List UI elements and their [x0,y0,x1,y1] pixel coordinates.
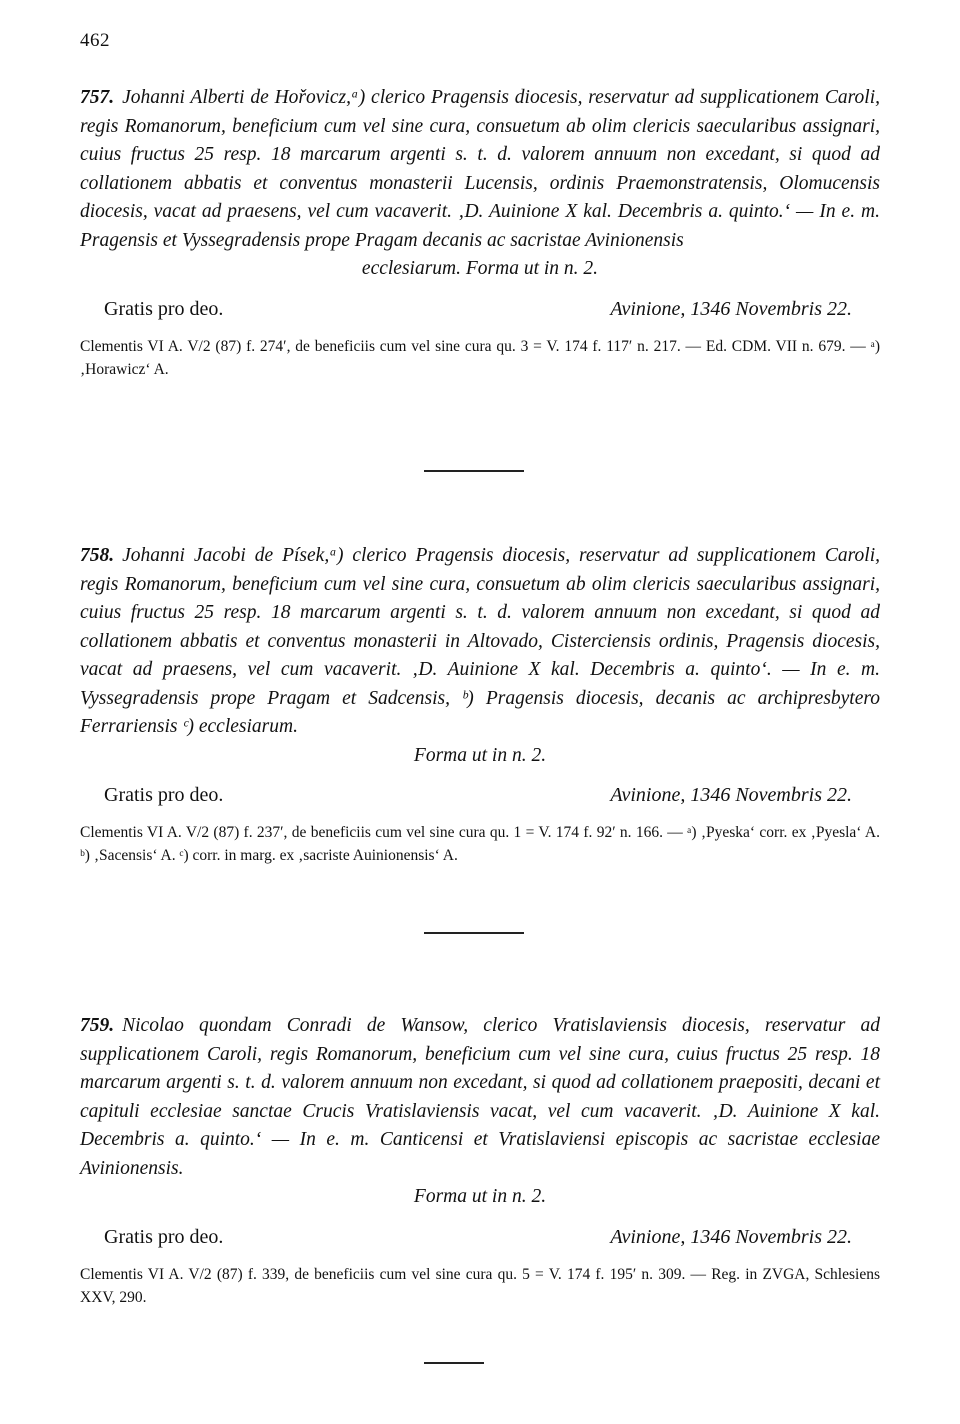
gratis-text: Gratis pro deo. [104,297,224,320]
entry-text: Nicolao quondam Conradi de Wansow, clerico Vratislaviensis diocesis, reservatur ad supplicationem Caroli, regis Romanorum, beneficium cum vel sine cura, cuius fructus 25 resp. 18 marcarum argenti s. t. d. valorem annuum non excedant, si quod ad collationem praepositi, decani et capituli ecclesiae sanctae Crucis Vratislaviensis vacat, vel cum vacaverit. ‚D. Auinione X kal. Decembris a. quinto.‘ — In e. m. Canticensi et Vratislaviensi episcopis ac sacristae ecclesiae Avinionensis. [80,1015,880,1179]
entry-number: 758. [80,545,115,566]
separator-rule [424,470,524,472]
entry-759 [80,1012,880,1309]
gratis-text: Gratis pro deo. [104,1225,224,1248]
entry-number: 757. [80,87,115,108]
separator-rule [424,1362,484,1364]
entry-757 [80,84,880,381]
entry-body [80,1012,880,1183]
forma-line: Forma ut in n. 2. [413,1186,547,1207]
separator-rule [424,932,524,934]
footnotes: Clementis VI A. V/2 (87) f. 339, de beneficiis cum vel sine cura qu. 5 = V. 174 f. 195′ n. 309. — Reg. in ZVGA, Schlesiens XXV, 290. [80,1265,880,1306]
footnotes: Clementis VI A. V/2 (87) f. 274′, de beneficiis cum vel sine cura qu. 3 = V. 174 f. 117′ n. 217. — Ed. CDM. VII n. 679. — ᵃ) ‚Horawicz‘ A. [80,337,880,378]
entry-body [80,84,880,255]
forma-line: ecclesiarum. Forma ut in n. 2. [361,258,599,279]
date-place: Avinione, 1346 Novembris 22. [610,297,852,320]
dating-line [80,784,880,807]
footnotes: Clementis VI A. V/2 (87) f. 237′, de beneficiis cum vel sine cura qu. 1 = V. 174 f. 92′ n. 166. — ᵃ) ‚Pyeska‘ corr. ex ‚Pyesla‘ A. ᵇ) ‚Sacensis‘ A. ᶜ) corr. in marg. ex ‚sacriste Auinionensis‘ A. [80,824,880,864]
dating-line [80,298,880,321]
entry-text: Johanni Alberti de Hořovicz,ᵃ) clerico Pragensis diocesis, reservatur ad supplicationem Caroli, regis Romanorum, beneficium cum vel sine cura, consuetum ab olim clericis saecularibus assignari, cuius fructus 25 resp. 18 marcarum argenti s. t. d. valorem annuum non excedant, si quod ad collationem abbatis et conventus monasterii Lucensis, ordinis Praemonstratensis, Olomucensis diocesis, vacat ad praesens, vel cum vacaverit. ‚D. Auinione X kal. Decembris a. quinto.‘ — In e. m. Pragensis et Vyssegradensis prope Pragam decanis ac sacristae Avinionensis [80,87,880,251]
date-place: Avinione, 1346 Novembris 22. [610,1225,852,1248]
entry-number: 759. [80,1015,115,1036]
page-number: 462 [80,30,110,51]
date-place: Avinione, 1346 Novembris 22. [610,784,852,806]
entry-text: Johanni Jacobi de Písek,ᵃ) clerico Pragensis diocesis, reservatur ad supplicationem Caroli, regis Romanorum, beneficium cum vel sine cura, consuetum ab olim clericis saecularibus assignari, cuius fructus 25 resp. 18 marcarum argenti s. t. d. valorem annuum non excedant, si quod ad collationem abbatis et conventus monasterii in Altovado, Cisterciensis ordinis, Pragensis diocesis, vacat ad praesens, vel cum vacaverit. ‚D. Auinione X kal. Decembris a. quinto‘. — In e. m. Vyssegradensis prope Pragam et Sadcensis, ᵇ) Pragensis diocesis, decanis ac archipresbytero Ferrariensis ᶜ) ecclesiarum. [80,545,880,737]
entry-body [80,542,880,742]
entry-758 [80,542,880,867]
gratis-text: Gratis pro deo. [104,784,224,806]
forma-line: Forma ut in n. 2. [413,744,547,766]
dating-line [80,1226,880,1249]
